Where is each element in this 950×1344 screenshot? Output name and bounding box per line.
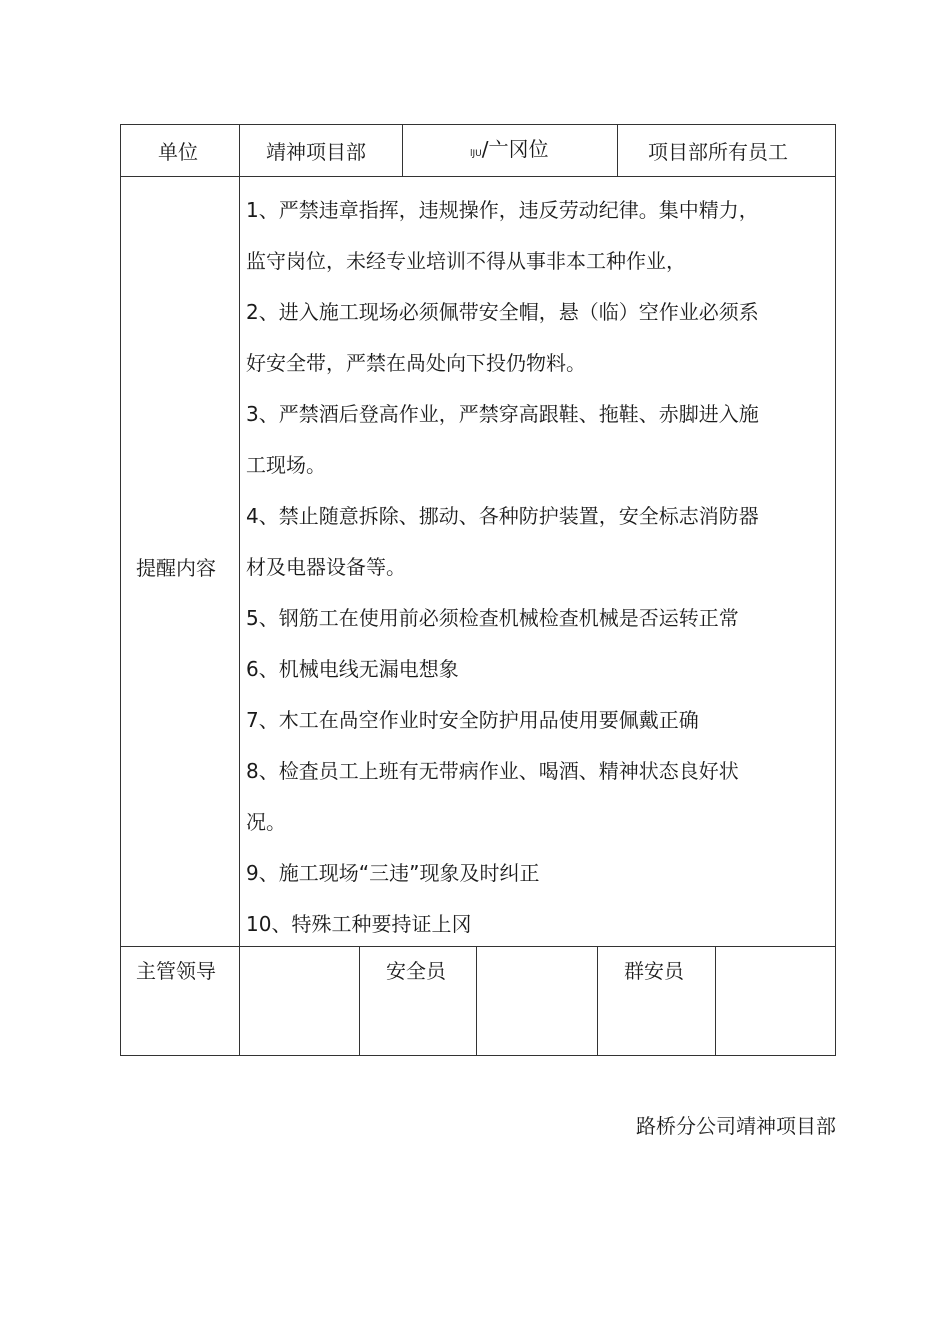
table-border-left bbox=[120, 124, 121, 1056]
content-label: 提醒内容 bbox=[136, 556, 216, 580]
unit-value: 靖神项目部 bbox=[266, 140, 366, 164]
content-line: 4、禁止随意拆除、挪动、各种防护装置，安全标志消防器 bbox=[246, 504, 759, 528]
table-border-top bbox=[120, 124, 836, 125]
content-line: 9、施工现场“三违”现象及时纠正 bbox=[246, 861, 540, 885]
post-label-main: /亠冈位 bbox=[481, 137, 549, 161]
table-border-bottom bbox=[120, 1055, 836, 1056]
table-border-right bbox=[835, 124, 836, 1056]
content-line: 材及电器设备等。 bbox=[246, 555, 406, 579]
safety-reminder-form bbox=[120, 124, 836, 1056]
content-line: 3、严禁酒后登高作业，严禁穿高跟鞋、拖鞋、赤脚进入施 bbox=[246, 402, 759, 426]
content-line: 7、木工在咼空作业时安全防护用品使用要佩戴正确 bbox=[246, 708, 699, 732]
unit-label: 单位 bbox=[158, 140, 198, 164]
post-value: 项目部所有员工 bbox=[648, 140, 788, 164]
table-border-header-bottom bbox=[120, 176, 836, 177]
content-line: 6、机械电线无漏电想象 bbox=[246, 657, 459, 681]
post-label bbox=[470, 137, 549, 166]
content-line: 况。 bbox=[246, 810, 286, 834]
content-line: 1、严禁违章指挥，违规操作，违反劳动纪律。集中精力， bbox=[246, 198, 759, 222]
reminder-content bbox=[246, 198, 826, 963]
safety-officer-label: 安全员 bbox=[386, 959, 446, 983]
table-divider-header-3 bbox=[617, 124, 618, 177]
content-line: 2、进入施工现场必须佩带安全帽，悬（临）空作业必须系 bbox=[246, 300, 759, 324]
content-line: 好安全带，严禁在咼处向下投仍物料。 bbox=[246, 351, 586, 375]
group-safety-label: 群安员 bbox=[624, 959, 684, 983]
table-divider-label-column bbox=[239, 124, 240, 1056]
supervisor-label: 主管领导 bbox=[136, 959, 216, 983]
content-line: 监守岗位，未经专业培训不得从事非本工种作业， bbox=[246, 249, 686, 273]
content-line: 10、特殊工种要持证上冈 bbox=[246, 912, 472, 936]
content-line: 8、检査员工上班有无带病作业、喝酒、精神状态良好状 bbox=[246, 759, 739, 783]
content-line: 5、钢筋工在使用前必须检查机械检查机械是否运转正常 bbox=[246, 606, 739, 630]
content-line: 工现场。 bbox=[246, 453, 326, 477]
post-label-small: lJU bbox=[470, 149, 482, 159]
organization-footer: 路桥分公司靖神项目部 bbox=[636, 1114, 836, 1138]
table-divider-header-2 bbox=[402, 124, 403, 177]
